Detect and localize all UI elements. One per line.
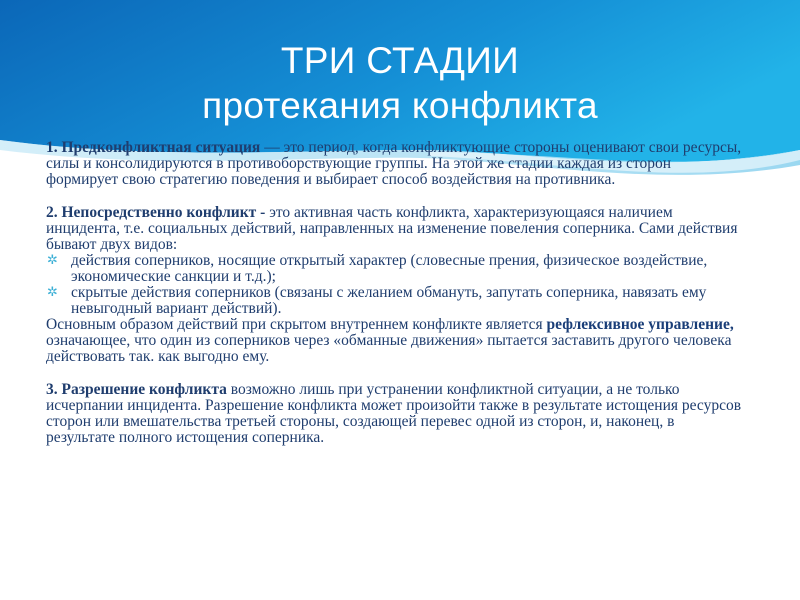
bullet-text-1: действия соперников, носящие открытый характер (словесные прения, физическое воздействие, экономические санкции и т.д.); <box>71 252 708 285</box>
stage1-paragraph <box>46 140 746 188</box>
stage3-heading: 3. Разрешение конфликта <box>46 381 227 398</box>
slide-content <box>46 140 746 446</box>
bullet-text-2: скрытые действия соперников (связаны с желанием обмануть, запутать соперника, навязать ему невыгодный вариант действий). <box>71 284 707 317</box>
stage2-paragraph <box>46 205 746 253</box>
stage3-paragraph <box>46 382 746 446</box>
reflexive-before: Основным образом действий при скрытом внутреннем конфликте является <box>46 316 547 333</box>
title-line-2: протекания конфликта <box>202 85 598 126</box>
stage1-text: — это период, когда конфликтующие стороны оценивают свои ресурсы, силы и консолидируются в противоборствующие группы. На этой же стадии каждая из сторон формирует свою стратегию поведения и выбирает способ воздействия на противника. <box>46 139 742 188</box>
reflexive-after: означающее, что один из соперников через «обманные движения» пытается заставить другого человека действовать так. как выгодно ему. <box>46 332 732 365</box>
bullet-star-icon: ✲ <box>47 285 58 300</box>
stage2-dash: - <box>256 204 270 221</box>
list-item <box>46 253 746 285</box>
stage2-heading: 2. Непосредственно конфликт <box>46 204 257 221</box>
stage1-heading: 1. Предконфликтная ситуация <box>46 139 261 156</box>
list-item <box>46 285 746 317</box>
reflexive-paragraph <box>46 317 746 365</box>
title-line-1: ТРИ СТАДИИ <box>280 40 520 81</box>
bullet-star-icon: ✲ <box>47 253 58 268</box>
stage3-text: возможно лишь при устранении конфликтной ситуации, а не только исчерпании инцидента. Разрешение конфликта может произойти также в результате истощения ресурсов сторон или вмешательства третьей стороны, создающей перевес одной из сторон, и, наконец, в результате полного истощения соперника. <box>46 381 742 446</box>
reflexive-term: рефлексивное управление, <box>546 316 734 333</box>
stage2-text: это активная часть конфликта, характеризующаяся наличием инцидента, т.е. социальных действий, направленных на изменение повеления соперника. Сами действия бывают двух видов: <box>46 204 738 253</box>
slide-title <box>0 38 800 128</box>
